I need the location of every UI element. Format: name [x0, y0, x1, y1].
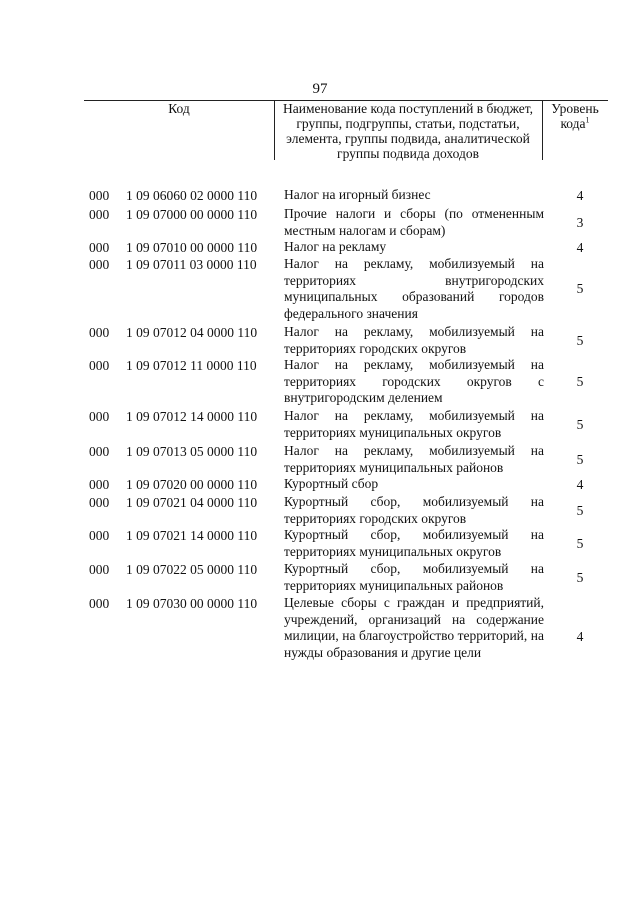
- row-name: Налог на рекламу: [284, 239, 387, 254]
- row-level: 5: [576, 374, 584, 389]
- row-name: Курортный сбор: [284, 476, 379, 491]
- row-level: 5: [576, 417, 584, 432]
- row-code: 1 09 07012 04 0000 110: [126, 325, 258, 340]
- row-admin: 000: [89, 444, 110, 459]
- row-code: 1 09 07000 00 0000 110: [126, 207, 258, 222]
- row-code: 1 09 07012 14 0000 110: [126, 409, 258, 424]
- row-code: 1 09 07013 05 0000 110: [126, 444, 258, 459]
- row-name: Курортный сбор, мобилизуемый на территориях муниципальных округов: [284, 527, 544, 559]
- row-admin: 000: [89, 596, 110, 611]
- row-name: Налог на рекламу, мобилизуемый на территориях городских округов с внутригородским делением: [284, 357, 544, 405]
- row-level: 5: [576, 536, 584, 551]
- page-number: 97: [312, 81, 328, 97]
- row-code: 1 09 07021 04 0000 110: [126, 495, 258, 510]
- row-admin: 000: [89, 495, 110, 510]
- row-level: 3: [576, 215, 584, 230]
- row-name: Налог на игорный бизнес: [284, 187, 431, 202]
- row-code: 1 09 07022 05 0000 110: [126, 562, 258, 577]
- row-code: 1 09 06060 02 0000 110: [126, 188, 258, 203]
- row-name: Курортный сбор, мобилизуемый на территориях муниципальных районов: [284, 561, 544, 593]
- row-admin: 000: [89, 325, 110, 340]
- row-level: 5: [576, 452, 584, 467]
- row-admin: 000: [89, 188, 110, 203]
- row-admin: 000: [89, 207, 110, 222]
- row-level: 4: [576, 240, 584, 255]
- header-level-footnote: 1: [585, 115, 590, 125]
- row-admin: 000: [89, 240, 110, 255]
- row-level: 4: [576, 477, 584, 492]
- row-code: 1 09 07010 00 0000 110: [126, 240, 258, 255]
- row-level: 5: [576, 503, 584, 518]
- row-admin: 000: [89, 257, 110, 272]
- header-level-label: Уровень кода: [551, 101, 599, 131]
- row-code: 1 09 07020 00 0000 110: [126, 477, 258, 492]
- row-name: Налог на рекламу, мобилизуемый на территориях внутригородских муниципальных образований городов федерального значения: [284, 256, 544, 321]
- row-admin: 000: [89, 528, 110, 543]
- row-level: 4: [576, 629, 584, 644]
- header-name: Наименование кода поступлений в бюджет, группы, подгруппы, статьи, подстатьи, элемента, группы подвида, аналитической группы подвида доходов: [282, 101, 533, 161]
- row-name: Налог на рекламу, мобилизуемый на территориях муниципальных районов: [284, 443, 544, 475]
- row-level: 5: [576, 333, 584, 348]
- row-admin: 000: [89, 358, 110, 373]
- row-name: Прочие налоги и сборы (по отмененным местным налогам и сборам): [284, 206, 544, 238]
- row-name: Курортный сбор, мобилизуемый на территориях городских округов: [284, 494, 544, 526]
- row-admin: 000: [89, 477, 110, 492]
- row-admin: 000: [89, 409, 110, 424]
- row-level: 5: [576, 570, 584, 585]
- row-admin: 000: [89, 562, 110, 577]
- header-code: Код: [168, 101, 190, 116]
- row-name: Целевые сборы с граждан и предприятий, учреждений, организаций на содержание милиции, на благоустройство территорий, на нужды образования и другие цели: [284, 595, 544, 660]
- row-name: Налог на рекламу, мобилизуемый на территориях муниципальных округов: [284, 408, 544, 440]
- row-level: 5: [576, 281, 584, 296]
- row-code: 1 09 07021 14 0000 110: [126, 528, 258, 543]
- row-code: 1 09 07012 11 0000 110: [126, 358, 257, 373]
- row-level: 4: [576, 188, 584, 203]
- row-code: 1 09 07011 03 0000 110: [126, 257, 257, 272]
- row-code: 1 09 07030 00 0000 110: [126, 596, 258, 611]
- row-name: Налог на рекламу, мобилизуемый на территориях городских округов: [284, 324, 544, 356]
